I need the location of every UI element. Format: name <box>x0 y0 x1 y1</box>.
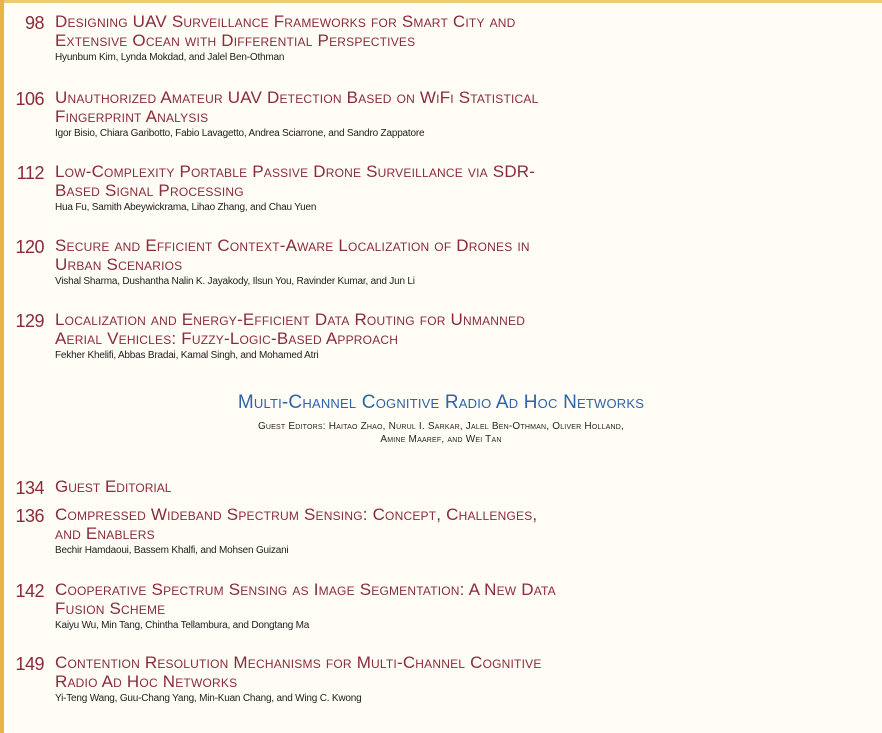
article-title: Unauthorized Amateur UAV Detection Based on WiFi Statistical Fingerprint Analysis <box>55 88 539 126</box>
left-border <box>0 0 4 733</box>
article-authors: Yi-Teng Wang, Guu-Chang Yang, Min-Kuan Chang, and Wing C. Kwong <box>55 693 362 704</box>
article-authors: Hua Fu, Samith Abeywickrama, Lihao Zhang, and Chau Yuen <box>55 202 317 213</box>
toc-entry-content <box>55 580 845 632</box>
toc-entry-content <box>55 88 845 140</box>
special-issue-section <box>0 392 882 446</box>
article-title: Designing UAV Surveillance Frameworks for Smart City and Extensive Ocean with Differential Perspectives <box>55 12 516 50</box>
page-number: 98 <box>24 13 44 33</box>
page-number: 134 <box>15 478 44 498</box>
toc-entry-content <box>55 653 845 705</box>
page-number: 142 <box>15 581 44 601</box>
toc-entry-content <box>55 505 845 557</box>
top-border <box>0 0 882 3</box>
guest-editorial-title: Guest Editorial <box>55 477 172 496</box>
toc-entry-content <box>55 162 845 214</box>
article-authors: Kaiyu Wu, Min Tang, Chintha Tellambura, and Dongtang Ma <box>55 620 310 631</box>
page-number: 149 <box>15 654 44 674</box>
article-title: Low-Complexity Portable Passive Drone Surveillance via SDR- Based Signal Processing <box>55 162 536 200</box>
page-number: 120 <box>15 237 44 257</box>
page-number: 129 <box>15 311 44 331</box>
section-title: Multi-Channel Cognitive Radio Ad Hoc Networks <box>237 392 645 413</box>
article-title: Cooperative Spectrum Sensing as Image Segmentation: A New Data Fusion Scheme <box>55 580 556 618</box>
toc-entry-content <box>55 310 845 362</box>
section-editors: Guest Editors: Haitao Zhao, Nurul I. Sarkar, Jalel Ben-Othman, Oliver Holland, Amine Maaref, and Wei Tan <box>257 421 625 445</box>
page-number: 112 <box>16 163 44 183</box>
article-authors: Vishal Sharma, Dushantha Nalin K. Jayakody, Ilsun You, Ravinder Kumar, and Jun Li <box>55 276 415 287</box>
article-authors: Fekher Khelifi, Abbas Bradai, Kamal Singh, and Mohamed Atri <box>55 350 319 361</box>
article-authors: Hyunbum Kim, Lynda Mokdad, and Jalel Ben-Othman <box>55 52 285 63</box>
article-title: Compressed Wideband Spectrum Sensing: Concept, Challenges, and Enablers <box>55 505 538 543</box>
article-authors: Bechir Hamdaoui, Bassem Khalfi, and Mohsen Guizani <box>55 545 289 556</box>
article-title: Secure and Efficient Context-Aware Localization of Drones in Urban Scenarios <box>55 236 530 274</box>
article-authors: Igor Bisio, Chiara Garibotto, Fabio Lavagetto, Andrea Sciarrone, and Sandro Zappatore <box>55 128 425 139</box>
page-number: 106 <box>15 89 44 109</box>
article-title: Localization and Energy-Efficient Data Routing for Unmanned Aerial Vehicles: Fuzzy-Logic-Based Approach <box>55 310 526 348</box>
toc-entry-content <box>55 236 845 288</box>
article-title: Contention Resolution Mechanisms for Multi-Channel Cognitive Radio Ad Hoc Networks <box>55 653 542 691</box>
page-number: 136 <box>15 506 44 526</box>
toc-entry-content <box>55 12 845 64</box>
